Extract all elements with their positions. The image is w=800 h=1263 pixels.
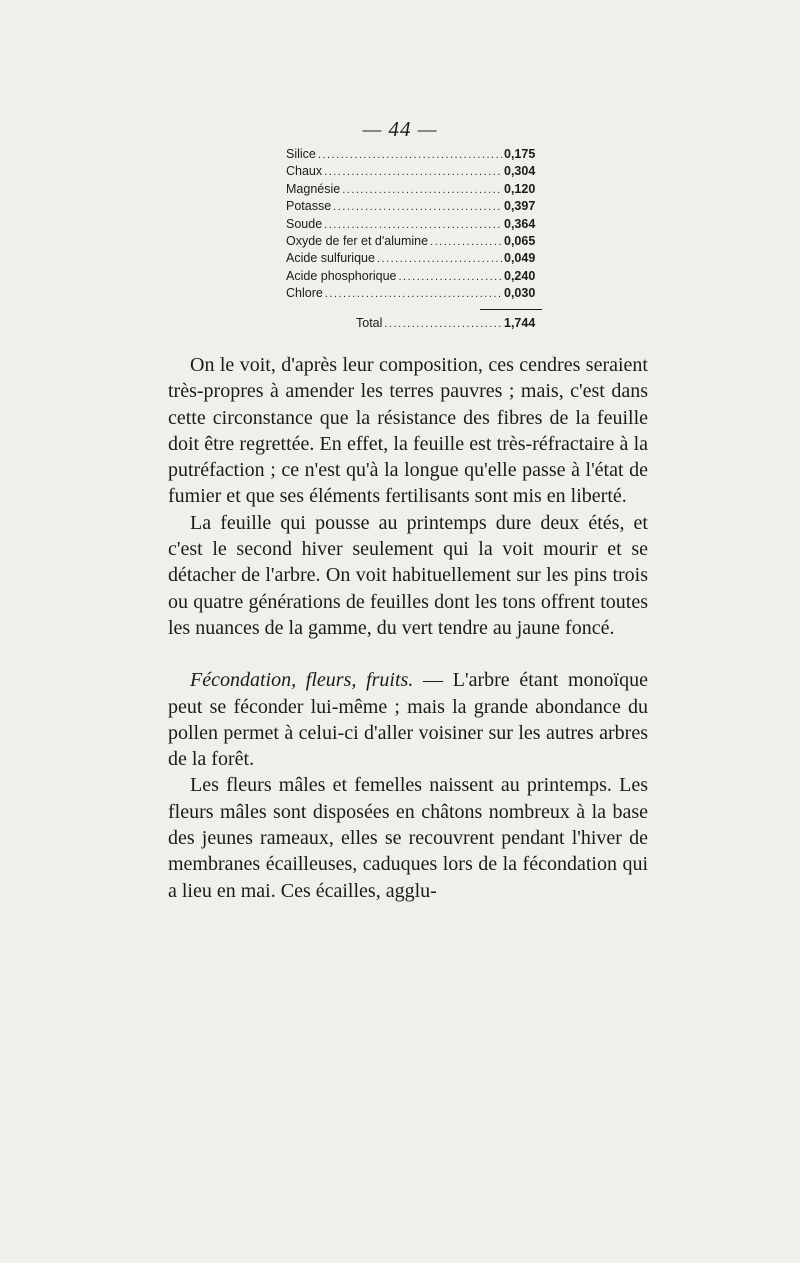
paragraph (168, 352, 648, 510)
ash-composition-table (286, 146, 544, 332)
component-value: 0,120 (504, 181, 536, 196)
paragraph-text: — L'arbre étant monoïque peut se féconder lui-même ; mais la grande abondance du pollen permet à celui-ci d'aller voisiner sur les autres arbres de la forêt. (168, 669, 648, 771)
table-row (286, 216, 544, 233)
paragraph (168, 510, 648, 641)
table-row (286, 268, 544, 285)
component-value: 0,049 (504, 251, 536, 266)
paragraph-text: Les fleurs mâles et femelles naissent au printemps. Les fleurs mâles sont disposées en châtons nombreux à la base des jeunes rameaux, elles se recouvrent pendant l'hiver de membranes écailleuses, caduques lors de la fécondation qui a lieu en mai. Ces écailles, agglu- (168, 774, 648, 902)
paragraph (168, 667, 648, 772)
dot-leader (318, 147, 502, 164)
component-name: Chaux (286, 164, 323, 179)
component-name: Oxyde de fer et d'alumine (286, 233, 429, 248)
component-name: Acide sulfurique (286, 251, 375, 266)
page-number: — 44 — (362, 117, 438, 141)
component-value: 0,397 (504, 199, 536, 214)
dot-leader (342, 182, 502, 199)
table-row (286, 233, 544, 250)
dot-leader (377, 251, 502, 268)
dot-leader (324, 217, 502, 234)
dot-leader (399, 269, 503, 286)
body-text (168, 352, 648, 904)
component-value: 0,240 (504, 268, 536, 283)
dot-leader (430, 234, 502, 251)
component-name: Silice (286, 147, 316, 161)
component-name: Potasse (286, 199, 332, 214)
table-row (286, 146, 544, 163)
total-value: 1,744 (504, 315, 536, 330)
total-row (286, 315, 544, 332)
sum-rule (480, 309, 542, 310)
component-value: 0,304 (504, 164, 536, 179)
section-run-in-heading: Fécondation, fleurs, fruits. (190, 669, 414, 692)
component-value: 0,030 (504, 286, 536, 301)
total-label: Total (356, 315, 383, 330)
table-row (286, 285, 544, 302)
component-name: Soude (286, 216, 323, 231)
component-value: 0,364 (504, 216, 536, 231)
table-row (286, 250, 544, 267)
component-value: 0,065 (504, 233, 536, 248)
component-name: Chlore (286, 286, 323, 301)
dot-leader (384, 316, 502, 333)
paragraph-text: La feuille qui pousse au printemps dure deux étés, et c'est le second hiver seulement qui la voit mourir et se détacher de l'arbre. On voit habituellement sur les pins trois ou quatre générations de feuilles dont les tons offrent toutes les nuances de la gamme, du vert tendre au jaune foncé. (168, 511, 648, 639)
table-row (286, 198, 544, 215)
paragraph (168, 772, 648, 903)
paragraph-text: On le voit, d'après leur composition, ces cendres seraient très-propres à amender les terres pauvres ; mais, c'est dans cette circonstance que la résistance des fibres de la feuille doit être regrettée. En effet, la feuille est très-réfractaire à la putréfaction ; ce n'est qu'à la longue qu'elle passe à l'état de fumier et que ses éléments fertilisants sont mis en liberté. (168, 354, 648, 508)
dot-leader (325, 286, 502, 303)
table-row (286, 163, 544, 180)
dot-leader (324, 164, 502, 181)
dot-leader (333, 199, 502, 216)
component-name: Magnésie (286, 181, 341, 196)
component-name: Acide phosphorique (286, 268, 397, 283)
component-value: 0,175 (504, 147, 536, 161)
table-row (286, 181, 544, 198)
